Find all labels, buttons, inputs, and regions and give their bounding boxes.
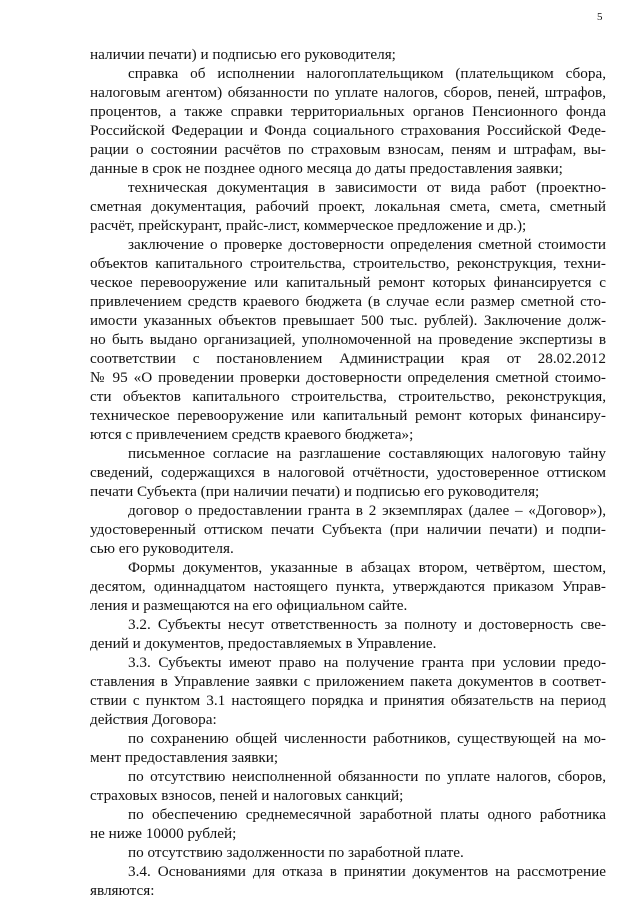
text-line: Российской Федерации и Фонда социального страхования Российской Феде-	[90, 122, 606, 139]
text-line: рации о состоянии расчётов по страховым взносам, пеням и штрафам, вы-	[90, 141, 606, 158]
text-line: мент предоставления заявки;	[90, 749, 279, 766]
text-line: десятом, одиннадцатом настоящего пункта, утверждаются приказом Управ-	[90, 578, 606, 595]
text-line: Формы документов, указанные в абзацах втором, четвёртом, шестом,	[128, 559, 606, 576]
text-line: ются с привлечением средств краевого бюджета»;	[90, 426, 414, 443]
text-line: техническое перевооружение или капитальный ремонт которых финансиру-	[90, 407, 606, 424]
text-line: данные в срок не позднее одного месяца до даты предоставления заявки;	[90, 160, 563, 177]
text-line: расчёт, прейскурант, прайс-лист, коммерческое предложение и др.);	[90, 217, 527, 234]
text-line: процентов, а также справки территориальных органов Пенсионного фонда	[90, 103, 606, 120]
text-line: по сохранению общей численности работников, существующей на мо-	[128, 730, 606, 747]
text-line: не ниже 10000 рублей;	[90, 825, 237, 842]
text-line: 3.3. Субъекты имеют право на получение гранта при условии предо-	[128, 654, 606, 671]
text-line: письменное согласие на разглашение составляющих налоговую тайну	[128, 445, 606, 462]
text-line: объектов капитального строительства, строительство, реконструкция, техни-	[90, 255, 606, 272]
page-number: 5	[597, 11, 603, 23]
text-line: привлечением средств краевого бюджета (в случае если размер сметной сто-	[90, 293, 606, 310]
text-line: являются:	[90, 882, 155, 899]
text-line: № 95 «О проведении проверки достоверности определения сметной стоимо-	[90, 369, 606, 386]
text-line: ления и размещаются на его официальном сайте.	[90, 597, 408, 614]
text-line: ставления в Управление заявки с приложением пакета документов в соответ-	[90, 673, 606, 690]
text-line: техническая документация в зависимости от вида работ (проектно-	[128, 179, 606, 196]
text-line: сведений, содержащихся в налоговой отчётности, удостоверенное оттиском	[90, 464, 606, 481]
text-line: сью его руководителя.	[90, 540, 234, 557]
text-line: удостоверенный оттиском печати Субъекта (при наличии печати) и подпи-	[90, 521, 606, 538]
text-line: печати Субъекта (при наличии печати) и подписью его руководителя;	[90, 483, 540, 500]
text-line: договор о предоставлении гранта в 2 экземплярах (далее – «Договор»),	[128, 502, 606, 519]
document-body-text	[90, 45, 606, 900]
text-line: сметная документация, рабочий проект, локальная смета, смета, сметный	[90, 198, 606, 215]
text-line: справка об исполнении налогоплательщиком (плательщиком сбора,	[128, 65, 606, 82]
text-line: сти объектов капитального строительства, строительство, реконструкция,	[90, 388, 606, 405]
text-line: по отсутствию неисполненной обязанности по уплате налогов, сборов,	[128, 768, 606, 785]
text-line: по отсутствию задолженности по заработной плате.	[128, 844, 464, 861]
text-line: 3.2. Субъекты несут ответственность за полноту и достоверность све-	[128, 616, 606, 633]
text-line: 3.4. Основаниями для отказа в принятии документов на рассмотрение	[128, 863, 606, 880]
text-line: ствии с пунктом 3.1 настоящего порядка и принятия обязательств на период	[90, 692, 606, 709]
text-line: налоговым агентом) обязанности по уплате налогов, сборов, пеней, штрафов,	[90, 84, 606, 101]
text-line: ческое перевооружение или капитальный ремонт которых финансируется с	[90, 274, 606, 291]
text-line: действия Договора:	[90, 711, 217, 728]
text-line: имости указанных объектов превышает 500 тыс. рублей). Заключение долж-	[90, 312, 606, 329]
text-line: соответствии с постановлением Администрации края от 28.02.2012	[90, 350, 606, 367]
text-line: страховых взносов, пеней и налоговых санкций;	[90, 787, 404, 804]
text-line: по обеспечению среднемесячной заработной платы одного работника	[128, 806, 606, 823]
text-line: наличии печати) и подписью его руководителя;	[90, 46, 396, 63]
text-line: заключение о проверке достоверности определения сметной стоимости	[128, 236, 606, 253]
text-line: дений и документов, предоставляемых в Управление.	[90, 635, 437, 652]
text-line: но быть выдано организацией, уполномоченной на проведение экспертизы в	[90, 331, 606, 348]
